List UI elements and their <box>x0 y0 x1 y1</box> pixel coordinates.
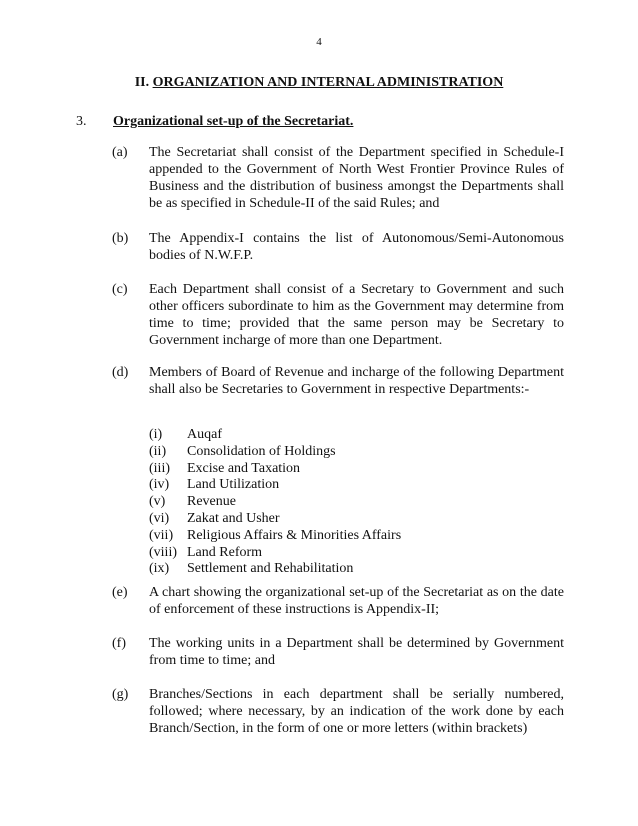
clause-b <box>112 230 564 264</box>
section-title: Organizational set-up of the Secretariat. <box>113 114 354 129</box>
list-item-number: (i) <box>149 427 163 442</box>
clause-label: (b) <box>112 231 129 246</box>
list-item-number: (iii) <box>149 460 170 476</box>
list-item-text: Auqaf <box>187 427 222 442</box>
list-item-text: Land Utilization <box>187 477 280 493</box>
clause-text: Branches/Sections in each department shall be serially numbered, followed; where necessary, by an indication of the work done by each Branch/Section, in the form of one or more letters (within brackets) <box>149 687 564 736</box>
list-item-number: (vii) <box>149 527 174 543</box>
clause-d <box>112 364 564 398</box>
clause-e <box>112 584 564 618</box>
list-item-number: (ii) <box>149 443 167 459</box>
clause-text: The working units in a Department shall be determined by Government from time to time; and <box>149 636 564 668</box>
clause-text: A chart showing the organizational set-up of the Secretariat as on the date of enforcement of these instructions is Appendix-II; <box>149 585 564 617</box>
chapter-heading <box>0 75 638 91</box>
clause-text: The Appendix-I contains the list of Autonomous/Semi-Autonomous bodies of N.W.F.P. <box>149 231 564 263</box>
clause-c <box>112 281 564 349</box>
section-number: 3. <box>76 114 87 129</box>
list-item-text: Religious Affairs & Minorities Affairs <box>187 527 402 543</box>
list-item-number: (v) <box>149 494 166 510</box>
clause-text: Members of Board of Revenue and incharge of the following Department shall also be Secretaries to Government in respective Departments:- <box>149 365 564 397</box>
clause-text: The Secretariat shall consist of the Department specified in Schedule-I appended to the Government of North West Frontier Province Rules of Business and the distribution of business amongst the Departments shall be as specified in Schedule-II of the said Rules; and <box>149 145 564 211</box>
chapter-prefix: II. <box>134 75 150 90</box>
clause-label: (c) <box>112 282 128 297</box>
clause-label: (e) <box>112 585 128 600</box>
clause-g <box>112 686 564 737</box>
clause-text: Each Department shall consist of a Secretary to Government and such other officers subordinate to him as the Government may determine from time to time; provided that the same person may be Secretary to Government incharge of more than one Department. <box>149 282 564 348</box>
clause-label: (a) <box>112 145 128 160</box>
list-item-number: (vi) <box>149 510 170 526</box>
clause-label: (d) <box>112 365 129 380</box>
list-item-number: (iv) <box>149 477 170 493</box>
list-item-text: Excise and Taxation <box>187 460 301 476</box>
list-item-text: Revenue <box>187 494 236 510</box>
chapter-title: ORGANIZATION AND INTERNAL ADMINISTRATION <box>152 75 504 90</box>
clause-label: (f) <box>112 636 126 651</box>
clause-label: (g) <box>112 687 129 702</box>
page-number: 4 <box>316 36 322 48</box>
list-item-text: Land Reform <box>187 544 263 560</box>
list-item-number: (viii) <box>149 544 177 560</box>
list-item-text: Consolidation of Holdings <box>187 443 336 459</box>
list-item-text: Settlement and Rehabilitation <box>187 561 354 577</box>
clause-a <box>112 144 564 212</box>
list-item-text: Zakat and Usher <box>187 510 280 526</box>
list-item-number: (ix) <box>149 561 170 577</box>
clause-f <box>112 635 564 669</box>
